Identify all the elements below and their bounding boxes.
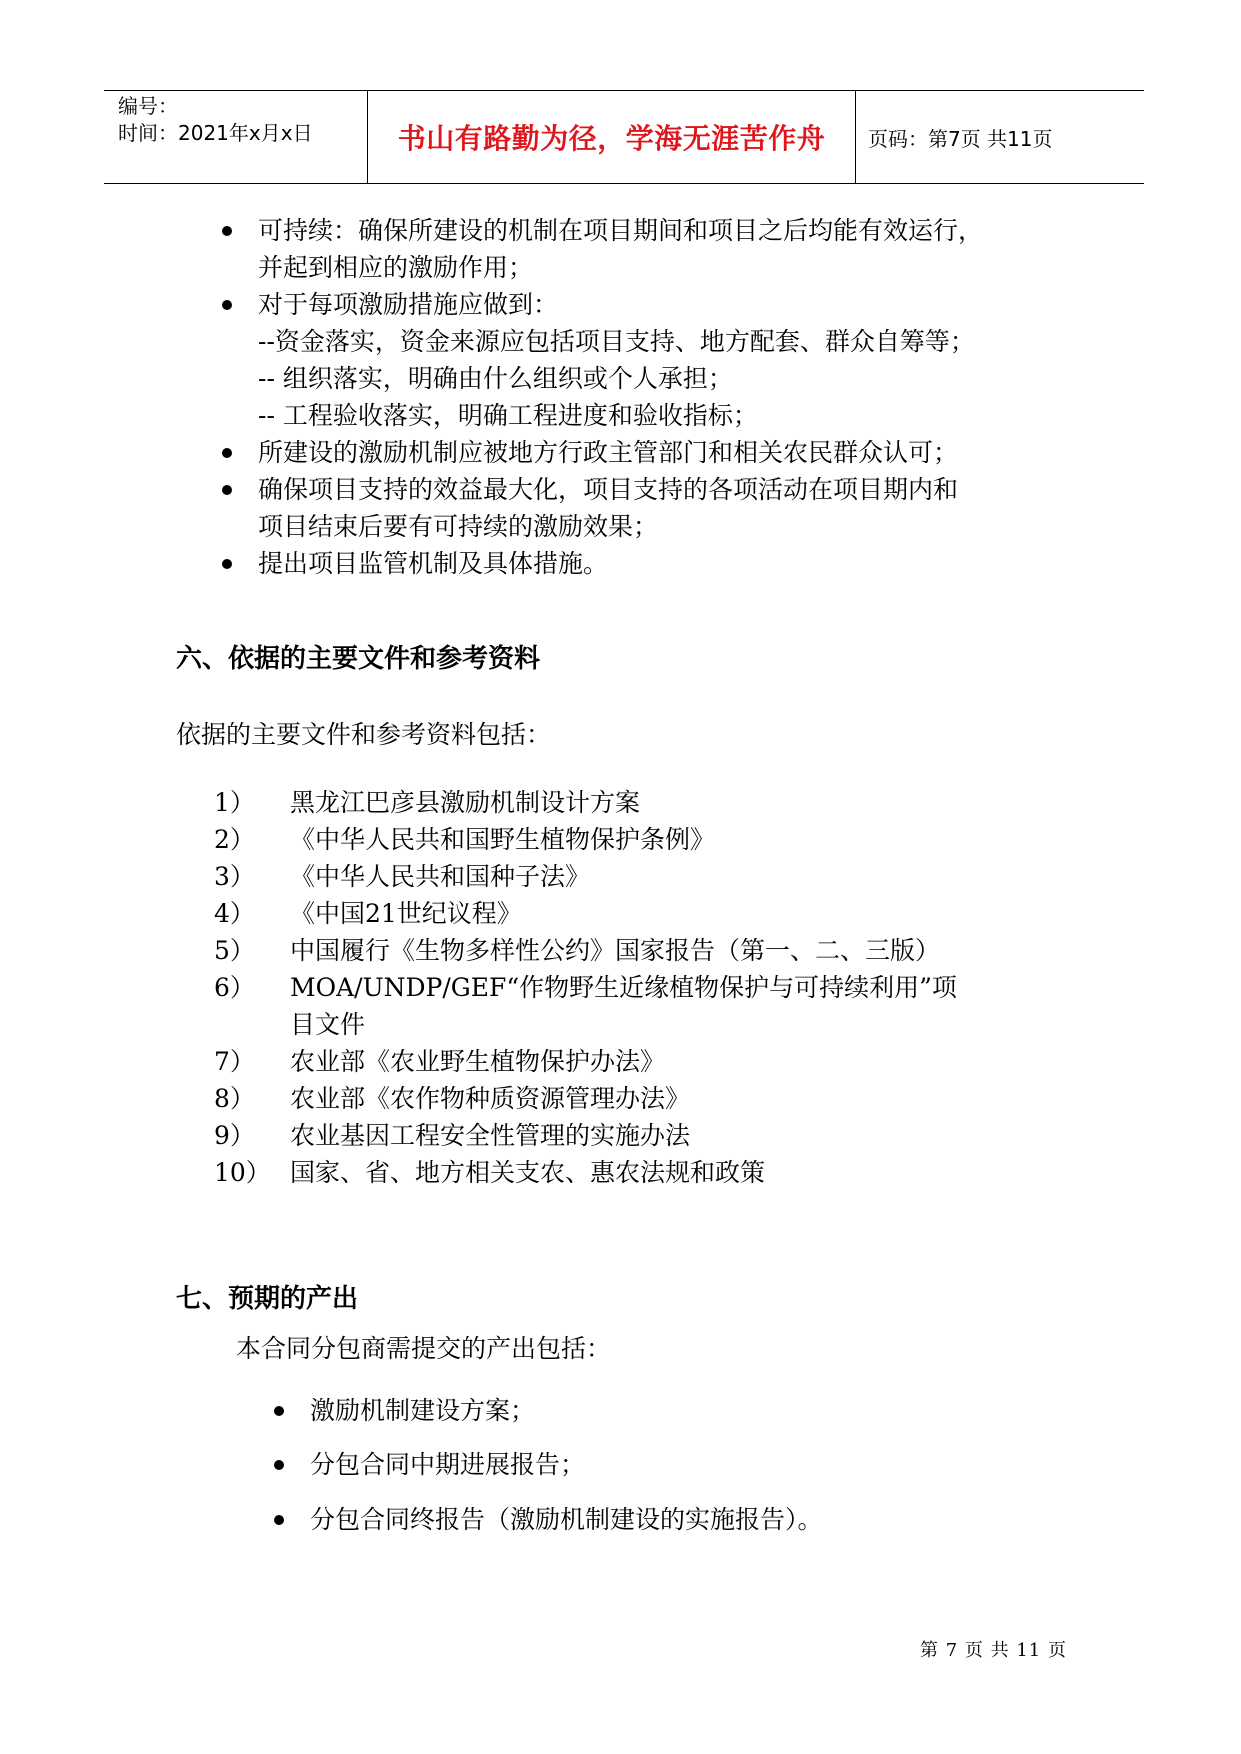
list-number: 9） — [214, 1121, 255, 1150]
list-item: 国家、省、地方相关支农、惠农法规和政策 — [290, 1158, 766, 1187]
bullet-line: 对于每项激励措施应做到： — [258, 290, 559, 319]
list-number: 8） — [214, 1084, 255, 1113]
list-item: 农业部《农业野生植物保护办法》 — [290, 1047, 666, 1076]
list-item: 《中国21世纪议程》 — [290, 899, 522, 928]
bullet-icon — [222, 485, 232, 495]
list-item: MOA/UNDP/GEF“作物野生近缘植物保护与可持续利用”项 — [290, 973, 957, 1002]
section-6-heading: 六、依据的主要文件和参考资料 — [176, 644, 541, 674]
page-header — [104, 90, 1144, 184]
bullet-line: 项目结束后要有可持续的激励效果； — [258, 512, 659, 541]
list-number: 10） — [214, 1158, 271, 1187]
bullet-icon — [222, 448, 232, 458]
bullet-icon — [222, 300, 232, 310]
list-item-continuation: 目文件 — [290, 1010, 366, 1039]
list-item: 《中华人民共和国野生植物保护条例》 — [290, 825, 716, 854]
bullet-line: -- 组织落实，明确由什么组织或个人承担； — [258, 364, 733, 393]
list-number: 3） — [214, 862, 255, 891]
list-number: 4） — [214, 899, 255, 928]
list-number: 2） — [214, 825, 255, 854]
bullet-line: 提出项目监管机制及具体措施。 — [258, 549, 609, 578]
bullet-icon — [222, 559, 232, 569]
bullet-icon — [274, 1406, 284, 1416]
bullet-icon — [274, 1460, 284, 1470]
list-item: 《中华人民共和国种子法》 — [290, 862, 591, 891]
section-6-intro: 依据的主要文件和参考资料包括： — [176, 720, 552, 749]
header-page-info: 页码：第7页 共11页 — [868, 126, 1053, 151]
header-motto: 书山有路勤为径，学海无涯苦作舟 — [368, 91, 856, 183]
list-item: 中国履行《生物多样性公约》国家报告（第一、二、三版） — [290, 936, 941, 965]
list-number: 7） — [214, 1047, 255, 1076]
bullet-line: 可持续：确保所建设的机制在项目期间和项目之后均能有效运行， — [258, 216, 984, 245]
number-label: 编号： — [118, 94, 178, 118]
output-item: 分包合同终报告（激励机制建设的实施报告）。 — [310, 1505, 823, 1534]
output-item: 分包合同中期进展报告； — [310, 1450, 586, 1479]
bullet-line: 确保项目支持的效益最大化，项目支持的各项活动在项目期内和 — [258, 475, 959, 504]
section-7-heading: 七、预期的产出 — [176, 1284, 359, 1314]
bullet-line: --资金落实，资金来源应包括项目支持、地方配套、群众自筹等； — [258, 327, 975, 356]
list-item: 农业基因工程安全性管理的实施办法 — [290, 1121, 691, 1150]
time-label: 时间：2021年x月x日 — [118, 121, 313, 145]
bullet-line: 并起到相应的激励作用； — [258, 253, 534, 282]
list-item: 农业部《农作物种质资源管理办法》 — [290, 1084, 691, 1113]
page-footer: 第 7 页 共 11 页 — [920, 1640, 1067, 1661]
section-7-intro: 本合同分包商需提交的产出包括： — [236, 1334, 612, 1363]
bullet-line: 所建设的激励机制应被地方行政主管部门和相关农民群众认可； — [258, 438, 959, 467]
list-number: 5） — [214, 936, 255, 965]
bullet-line: -- 工程验收落实，明确工程进度和验收指标； — [258, 401, 758, 430]
list-number: 6） — [214, 973, 255, 1002]
list-number: 1） — [214, 788, 255, 817]
bullet-icon — [274, 1515, 284, 1525]
bullet-icon — [222, 226, 232, 236]
header-meta — [104, 91, 368, 183]
output-item: 激励机制建设方案； — [310, 1396, 536, 1425]
list-item: 黑龙江巴彦县激励机制设计方案 — [290, 788, 641, 817]
